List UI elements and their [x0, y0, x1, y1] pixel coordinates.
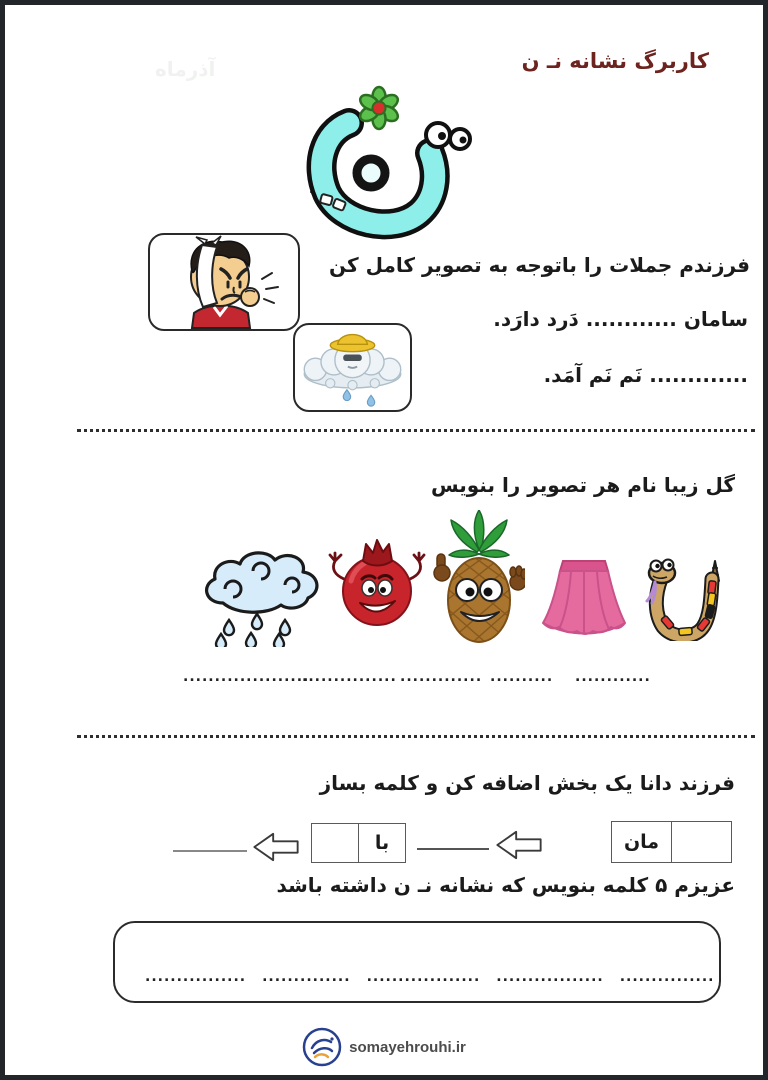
page-title: کاربرگ نشانه نـ ن: [521, 49, 709, 73]
footer: [5, 1027, 763, 1067]
word-answer-line: ................: [145, 969, 247, 985]
word-box-man-empty-cell: [671, 822, 731, 862]
picture-answer-line: ....................: [183, 669, 310, 685]
word-box-ba-syllable: با: [358, 824, 405, 862]
site-url-text: somayehrouhi.ir: [349, 1038, 466, 1056]
rain-cloud-image: [195, 545, 327, 647]
five-words-answer-box: [113, 921, 721, 1003]
left-arrow-icon: [495, 829, 543, 861]
snake-image: [641, 555, 725, 641]
word-answer-line: ...............: [619, 969, 715, 985]
complete-sentences-instruction: فرزندم جملات را باتوجه به تصویر کامل کن: [329, 253, 750, 277]
picture-naming-instruction: گل زیبا نام هر تصویر را بنویس: [430, 473, 735, 497]
sentence-pain-blank: سامان ............ دَرد دارَد.: [493, 307, 748, 331]
section-divider: [77, 735, 755, 738]
date-watermark: آذرماه: [155, 57, 216, 81]
word-box-man: [611, 821, 732, 863]
picture-answer-line: ...............: [302, 669, 397, 685]
skirt-image: [535, 555, 633, 639]
noon-letter-character-icon: [297, 83, 479, 241]
site-logo-icon: [302, 1027, 342, 1067]
sentence-rain-blank: ............. نَم نَم آمَد.: [543, 363, 748, 387]
word-answer-line: ..............: [262, 969, 351, 985]
picture-answer-line: ..........: [490, 669, 554, 685]
word-box-ba: [311, 823, 406, 863]
word-answer-line: ..................: [366, 969, 481, 985]
answer-blank-line: [173, 850, 247, 852]
picture-answer-line: .............: [400, 669, 483, 685]
write-five-words-instruction: عزیزم ۵ کلمه بنویس که نشانه نـ ن داشته باشد: [276, 873, 735, 897]
left-arrow-icon: [252, 831, 300, 863]
picture-answer-line: ............: [575, 669, 651, 685]
word-answer-line: .................: [496, 969, 604, 985]
word-box-ba-empty-cell: [312, 824, 358, 862]
pomegranate-image: [327, 531, 427, 629]
answer-blank-line: [417, 848, 489, 850]
word-building-instruction: فرزند دانا یک بخش اضافه کن و کلمه بساز: [319, 771, 735, 795]
word-box-man-syllable: مان: [623, 831, 660, 853]
raining-cloud-hat-image: [293, 323, 412, 412]
pineapple-image: [433, 510, 525, 645]
section-divider: [77, 429, 755, 432]
toothache-boy-image: [148, 233, 300, 331]
